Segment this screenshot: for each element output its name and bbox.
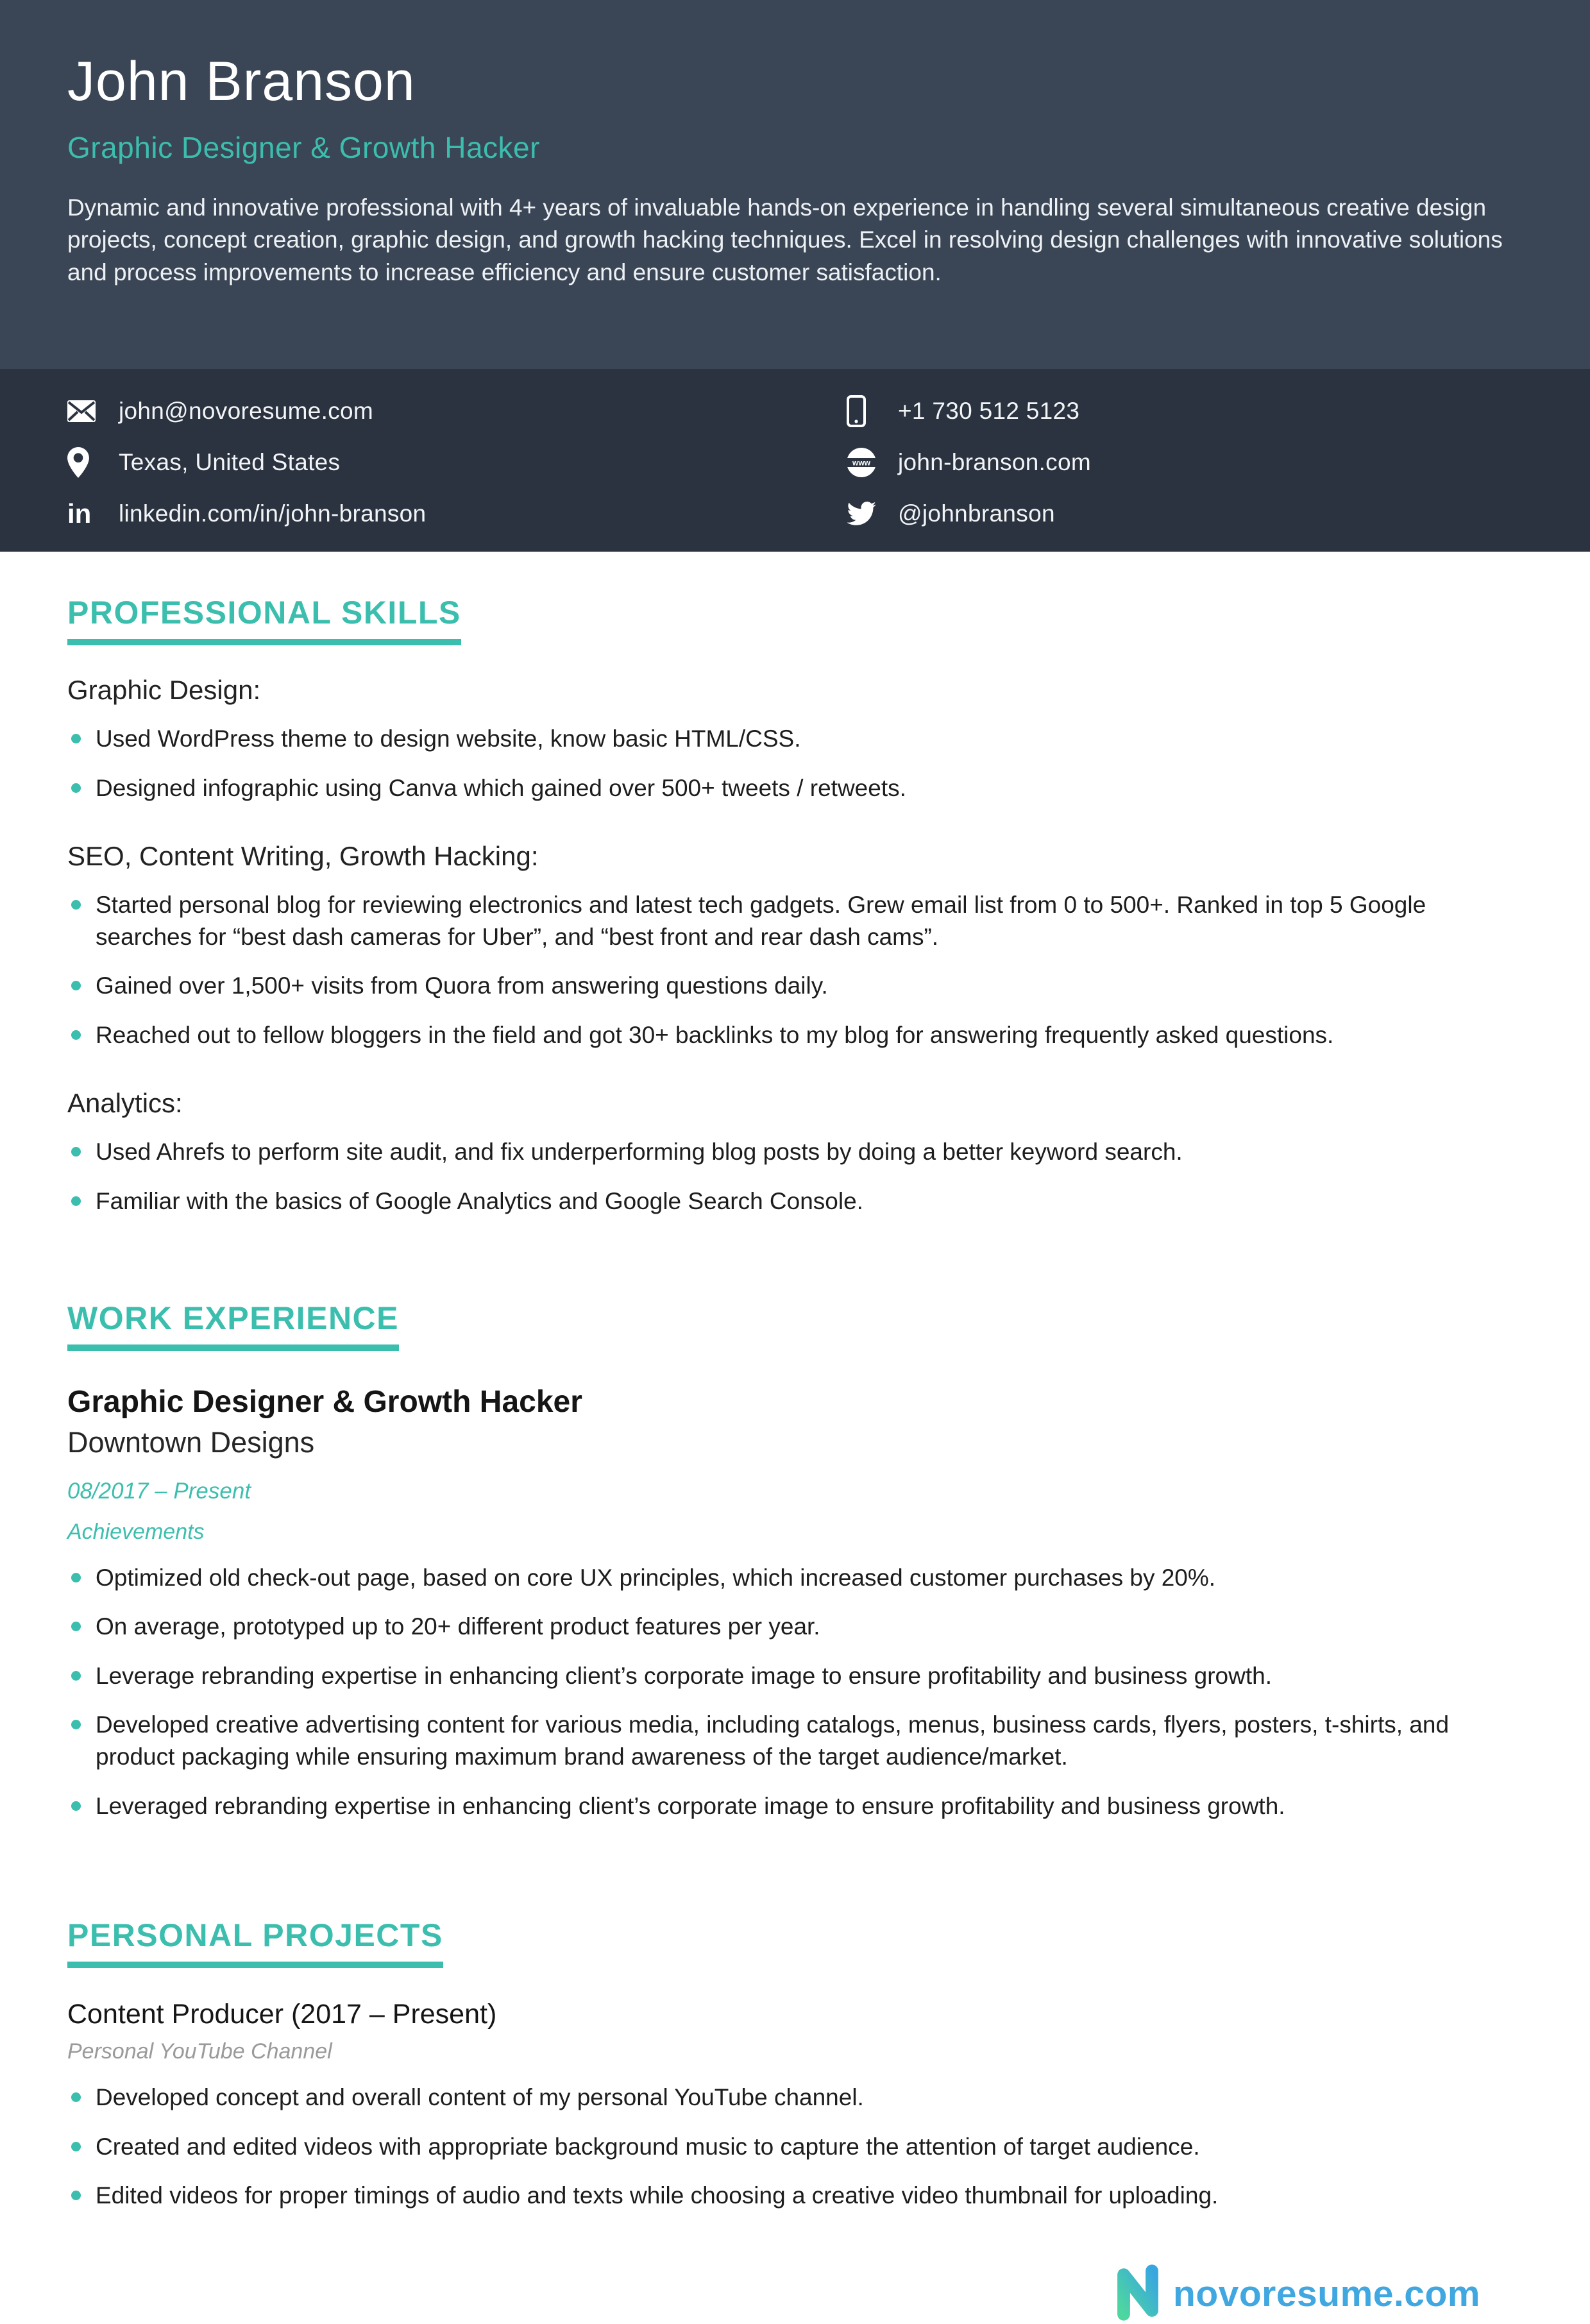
contact-bar (0, 369, 1590, 552)
twitter-icon (847, 502, 884, 526)
company-name: Downtown Designs (67, 1425, 315, 1459)
bullet-list (67, 1562, 1523, 1822)
resume-body (0, 552, 1590, 2324)
contact-twitter-value: @johnbranson (898, 500, 1055, 527)
bullet-list (67, 889, 1523, 1051)
globe-www-icon (847, 448, 884, 477)
employment-dates: 08/2017 – Present (67, 1478, 251, 1504)
bullet-item: Developed creative advertising content for various media, including catalogs, menus, business cards, flyers, posters, t-shirts, and product packaging while ensuring maximum brand awareness of the target audience/market. (67, 1709, 1523, 1772)
project-subtitle: Personal YouTube Channel (67, 2039, 332, 2064)
candidate-name: John Branson (67, 51, 416, 112)
linkedin-icon: in (67, 498, 92, 529)
contact-linkedin-value: linkedin.com/in/john-branson (119, 500, 427, 527)
bullet-item: Familiar with the basics of Google Analytics and Google Search Console. (67, 1185, 1523, 1217)
candidate-job-title: Graphic Designer & Growth Hacker (67, 131, 540, 164)
bullet-item: Gained over 1,500+ visits from Quora from answering questions daily. (67, 970, 1523, 1002)
bullet-list (67, 723, 1523, 804)
achievements-label: Achievements (67, 1519, 205, 1544)
header (0, 0, 1590, 369)
contact-website (847, 437, 1523, 488)
contact-email (67, 386, 847, 437)
skill-group-heading: SEO, Content Writing, Growth Hacking: (67, 841, 539, 872)
bullet-item: Reached out to fellow bloggers in the field and got 30+ backlinks to my blog for answering frequently asked questions. (67, 1019, 1523, 1051)
bullet-item: Developed concept and overall content of my personal YouTube channel. (67, 2082, 1523, 2114)
bullet-item: On average, prototyped up to 20+ different product features per year. (67, 1611, 1523, 1643)
brand-name: novoresume.com (1173, 2273, 1480, 2315)
contact-column-right (847, 386, 1523, 539)
bullet-item: Leverage rebranding expertise in enhancing client’s corporate image to ensure profitability and business growth. (67, 1660, 1523, 1692)
bullet-item: Used Ahrefs to perform site audit, and fix underperforming blog posts by doing a better keyword search. (67, 1136, 1523, 1168)
svg-text:www: www (852, 458, 871, 468)
section-title-professional-skills: PROFESSIONAL SKILLS (67, 594, 461, 645)
bullet-item: Started personal blog for reviewing electronics and latest tech gadgets. Grew email list from 0 to 500+. Ranked in top 5 Google searches for “best dash cameras for Uber”, and “best front and rear dash cams”. (67, 889, 1523, 953)
contact-twitter (847, 488, 1523, 539)
contact-location (67, 437, 847, 488)
bullet-item: Created and edited videos with appropriate background music to capture the attention of target audience. (67, 2131, 1523, 2163)
section-work-experience (67, 1300, 1523, 1822)
contact-phone-value: +1 730 512 5123 (898, 398, 1080, 424)
section-title-personal-projects: PERSONAL PROJECTS (67, 1917, 443, 1968)
skill-group-heading: Graphic Design: (67, 675, 261, 705)
contact-location-value: Texas, United States (119, 449, 341, 475)
section-title-work-experience: WORK EXPERIENCE (67, 1300, 399, 1351)
skill-group-graphic-design (67, 675, 1523, 804)
contact-phone (847, 386, 1523, 437)
novoresume-logo-icon (1114, 2264, 1162, 2324)
section-professional-skills (67, 594, 1523, 1217)
contact-email-value: john@novoresume.com (119, 398, 374, 424)
summary-text: Dynamic and innovative professional with 4+ years of invaluable hands-on experience in handling several simultaneous creative design projects, concept creation, graphic design, and growth hacking techniques. Excel in resolving design challenges with innovative solutions and process improvements to increase efficiency and ensure customer satisfaction. (67, 194, 1503, 285)
bullet-item: Used WordPress theme to design website, know basic HTML/CSS. (67, 723, 1523, 755)
skill-group-heading: Analytics: (67, 1088, 183, 1119)
skill-group-seo (67, 841, 1523, 1051)
email-icon (67, 400, 105, 422)
contact-column-left (67, 386, 847, 539)
contact-linkedin (67, 488, 847, 539)
bullet-item: Leveraged rebranding expertise in enhancing client’s corporate image to ensure profitability and business growth. (67, 1790, 1523, 1822)
project-title: Content Producer (2017 – Present) (67, 1999, 497, 2030)
bullet-item: Designed infographic using Canva which gained over 500+ tweets / retweets. (67, 772, 1523, 804)
contact-website-value: john-branson.com (898, 449, 1091, 475)
section-personal-projects (67, 1917, 1523, 2212)
skill-group-analytics (67, 1088, 1523, 1217)
bullet-list (67, 2082, 1523, 2212)
bullet-list (67, 1136, 1523, 1217)
job-title: Graphic Designer & Growth Hacker (67, 1384, 582, 1419)
location-pin-icon (67, 447, 105, 478)
footer (67, 2264, 1523, 2324)
bullet-item: Edited videos for proper timings of audio and texts while choosing a creative video thumbnail for uploading. (67, 2180, 1523, 2212)
bullet-item: Optimized old check-out page, based on core UX principles, which increased customer purchases by 20%. (67, 1562, 1523, 1594)
phone-icon (847, 395, 884, 427)
